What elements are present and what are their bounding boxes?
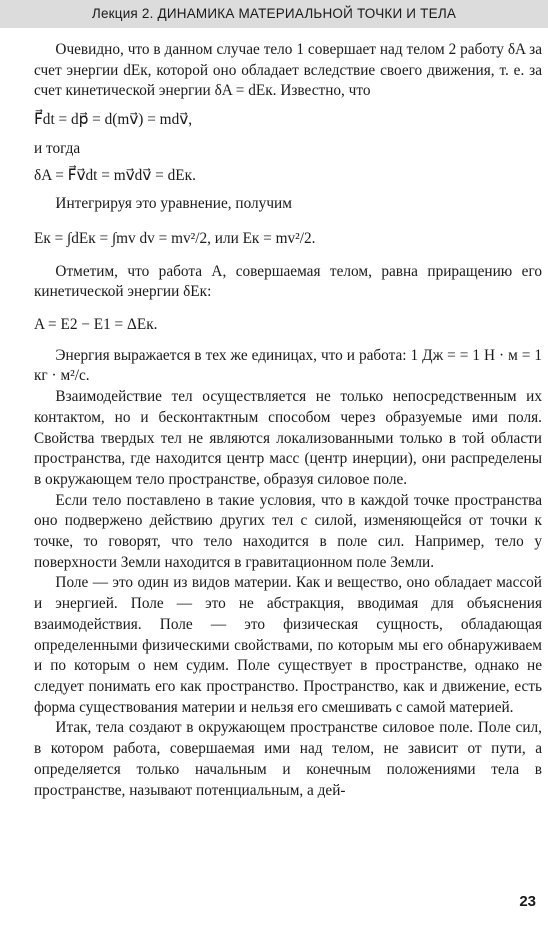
page-content xyxy=(34,40,542,801)
page-header: Лекция 2. ДИНАМИКА МАТЕРИАЛЬНОЙ ТОЧКИ И ТЕЛА xyxy=(0,0,548,28)
paragraph: Отметим, что работа A, совершаемая телом, равна приращению его кинетической энергии δEк: xyxy=(34,262,542,301)
formula: δA = F⃗v⃗dt = mv⃗dv⃗ = dEк. xyxy=(34,166,196,184)
paragraph: Очевидно, что в данном случае тело 1 совершает над телом 2 работу δA за счет энергии dEк, которой оно обладает вследствие своего движения, т. е. за счет кинетической энергии δA = dEк. Известно, что xyxy=(34,41,542,100)
formula: F⃗dt = dp⃗ = d(mv⃗) = mdv⃗, xyxy=(34,111,193,129)
paragraph: Если тело поставлено в такие условия, что в каждой точке пространства оно подвержено действию других тел с силой, изменяющейся от точки к точке, то говорят, что тело находится в поле сил. Например, тело у поверхности Земли находится в гравитационном поле Земли. xyxy=(34,491,542,571)
paragraph: Интегрируя это уравнение, получим xyxy=(55,195,292,213)
page-number: 23 xyxy=(519,893,536,910)
text-line: и тогда xyxy=(34,139,81,157)
formula: A = E2 − E1 = ΔEк. xyxy=(34,316,158,334)
paragraph: Взаимодействие тел осуществляется не только непосредственным их контактом, но и бесконтактным способом через образуемые ими поля. Свойства твердых тел не являются локализованными только в той области пространства, где находится центр масс (центр инерции), они распределены в окружающем тело пространстве, образуя силовое поле. xyxy=(34,388,542,488)
paragraph: Итак, тела создают в окружающем пространстве силовое поле. Поле сил, в котором работа, совершаемая ими над телом, не зависит от пути, а определяется только начальным и конечным положениями тела в пространстве, называют потенциальным, а дей- xyxy=(34,719,542,799)
paragraph: Энергия выражается в тех же единицах, что и работа: 1 Дж = = 1 Н · м = 1 кг · м²/с. xyxy=(34,346,542,385)
formula: Eк = ∫dEк = ∫mv dv = mv²/2, или Eк = mv²/2. xyxy=(34,229,316,247)
paragraph: Поле — это один из видов материи. Как и вещество, оно обладает массой и энергией. Поле — это не абстракция, вводимая для объяснения взаимодействия. Поле — это физическая сущность, обладающая определенными физическими свойствами, по которым мы его обнаруживаем и по которым о нем судим. Поле существует в пространстве, однако не следует понимать его как пространство. Пространство, как и движение, есть форма существования материи и нельзя его смешивать с самой материей. xyxy=(34,574,542,716)
